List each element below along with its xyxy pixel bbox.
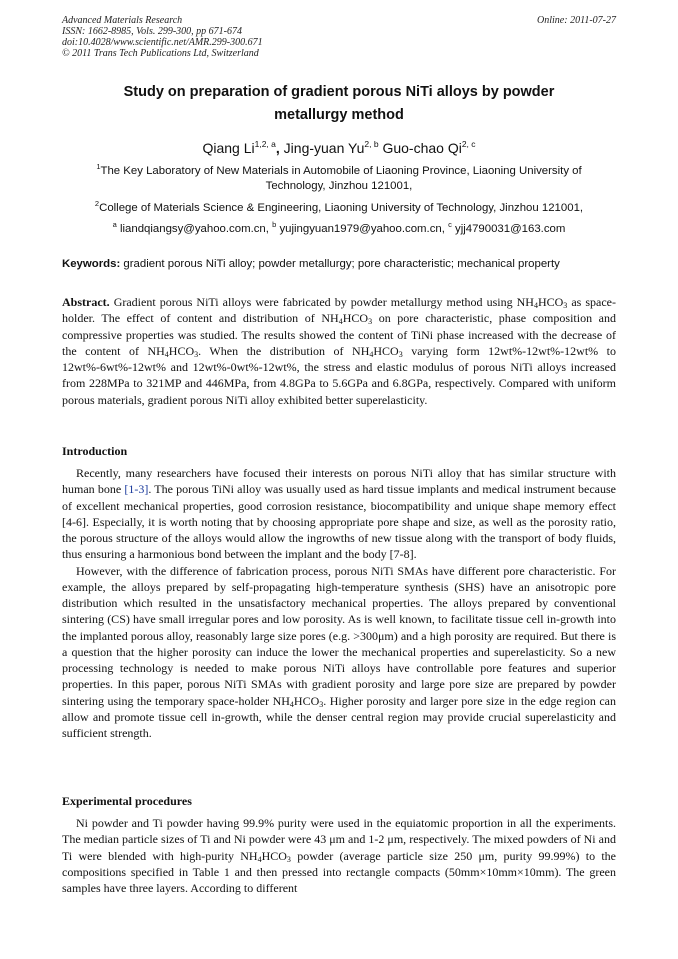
affil-number: 2 (94, 199, 100, 208)
author-emails (62, 222, 616, 237)
paper-title (62, 81, 616, 127)
affil-number: 1 (96, 162, 101, 171)
email-link[interactable]: liandqiangsy@yahoo.com.cn, (119, 223, 269, 235)
paragraph: Ni powder and Ti powder having 99.9% purity were used in the equiatomic proportion in all the experiments. The median particle sizes of Ti and Ni powder were 43 μm and 1-2 μm, respectively. The mixed powders of Ni and Ti were blended with high-purity $NH_4HCO_3$ powder (average particle size 250 μm, purity 99.99%) to the compositions specified in Table 1 and then pressed into rectangle compacts (50mm×10mm×10mm). The green samples have three layers. According to different (62, 816, 616, 895)
journal-header (62, 15, 616, 59)
email-link[interactable]: yjj4790031@163.com (455, 223, 566, 235)
doi-line: doi:10.4028/www.scientific.net/AMR.299-300.671 (62, 37, 263, 48)
online-date: Online: 2011-07-27 (537, 15, 616, 26)
paragraph: However, with the difference of fabrication process, porous NiTi SMAs have different pore characteristic. For example, the alloys prepared by self-propagating high-temperature synthesis (SHS) have an anisotropic pore distribution which resulted in the unsatisfactory mechanical properties. The alloys prepared by conventional sintering (CS) have small irregular pores and low porosity. As is well known, to facilitate tissue cell in-growth into the implanted porous alloy, reasonably large size pores (e.g. >300μm) and a high porosity are required. But there is a question that the higher porosity can induce the lower the mechanical properties and superelasticity. So a new processing technology is needed to make porous NiTi alloys have controllable pore features and superior properties. In this paper, porous NiTi SMAs with gradient porosity and large pore size are prepared by powder sintering using the temporary space-holder $NH_4HCO_3$. Higher porosity and larger pore size in the edge region can allow and promote tissue cell in-growth, while the denser central region may provide crucial superelasticity and sufficient strength. (62, 563, 616, 740)
abstract-label: Abstract. (62, 295, 110, 309)
paragraph: Recently, many researchers have focused their interests on porous NiTi alloy that has similar structure with human bone [1-3]. The porous TiNi alloy was usually used as hard tissue implants and medical instrument because of excellent mechanical properties, good corrosion resistance, biocompatibility and unique shape memory effect [4-6]. Especially, it is worth noting that by choosing appropriate pore shape and size, as well as the porosity ratio, the porous structure of the alloys would allow the ingrowths of new tissue along with the transport of body fluids, thus ensuring a harmonious bond between the implant and the body [7-8]. (62, 466, 616, 562)
author-affil-mark: 2, b (364, 139, 379, 149)
keywords-text: gradient porous NiTi alloy; powder metallurgy; pore characteristic; mechanical property (123, 258, 560, 270)
affiliation-1 (62, 164, 616, 194)
abstract: Abstract. Gradient porous NiTi alloys were fabricated by powder metallurgy method using $NH_4HCO_3$ as space-holder. The effect of content and distribution of $NH_4HCO_3$ on pore characteristic, phase composition and compressive properties was studied. The results showed the content of TiNi phase increased with the decrease of the content of $NH_4HCO_3$. When the distribution of $NH_4HCO_3$ varying form 12wt%-12wt%-12wt% to 12wt%-6wt%-12wt% and 12wt%-0wt%-12wt%, the stress and elastic modulus of porous NiTi alloys increased from 228MPa to 321MP and 446MPa, from 4.8GPa to 5.6GPa and 6.8GPa, respectively. Compared with uniform porous materials, gradient porous NiTi alloy exhibited better superelasticity. (62, 295, 617, 407)
author-name: Jing-yuan Yu (283, 140, 365, 156)
keywords-label: Keywords: (62, 258, 121, 270)
email-mark: b (272, 220, 277, 229)
section-heading-experimental: Experimental procedures (62, 794, 192, 808)
author-affil-mark: 1,2, a (254, 139, 276, 149)
keywords (62, 257, 616, 272)
author-list: Qiang Li$^{1,2, a}$, Jing-yuan Yu$^{2, b}$ Guo-chao Qi$^{2, c}$ (202, 139, 476, 156)
author-name: Guo-chao Qi (382, 140, 462, 156)
email-mark: a (112, 220, 117, 229)
citation-link[interactable]: [1-3] (124, 482, 149, 497)
author-name: Qiang Li (202, 140, 255, 156)
issn-line: ISSN: 1662-8985, Vols. 299-300, pp 671-674 (62, 26, 242, 37)
title-line-1: Study on preparation of gradient porous NiTi alloys by powder (123, 84, 555, 100)
email-mark: c (448, 220, 452, 229)
title-line-2: metallurgy method (274, 107, 404, 123)
email-link[interactable]: yujingyuan1979@yahoo.com.cn, (279, 223, 445, 235)
introduction-body (62, 465, 616, 741)
affil-text: College of Materials Science & Engineering, Liaoning University of Technology, Jinzhou 121001, (99, 202, 584, 214)
affil-text: Technology, Jinzhou 121001, (265, 180, 413, 192)
journal-name: Advanced Materials Research (62, 15, 183, 26)
experimental-body (62, 815, 616, 896)
section-heading-introduction: Introduction (62, 444, 128, 458)
author-affil-mark: 2, c (461, 139, 476, 149)
affil-text: The Key Laboratory of New Materials in Automobile of Liaoning Province, Liaoning University of (100, 165, 582, 177)
copyright-line: © 2011 Trans Tech Publications Ltd, Switzerland (62, 48, 259, 59)
affiliation-2 (62, 201, 616, 216)
